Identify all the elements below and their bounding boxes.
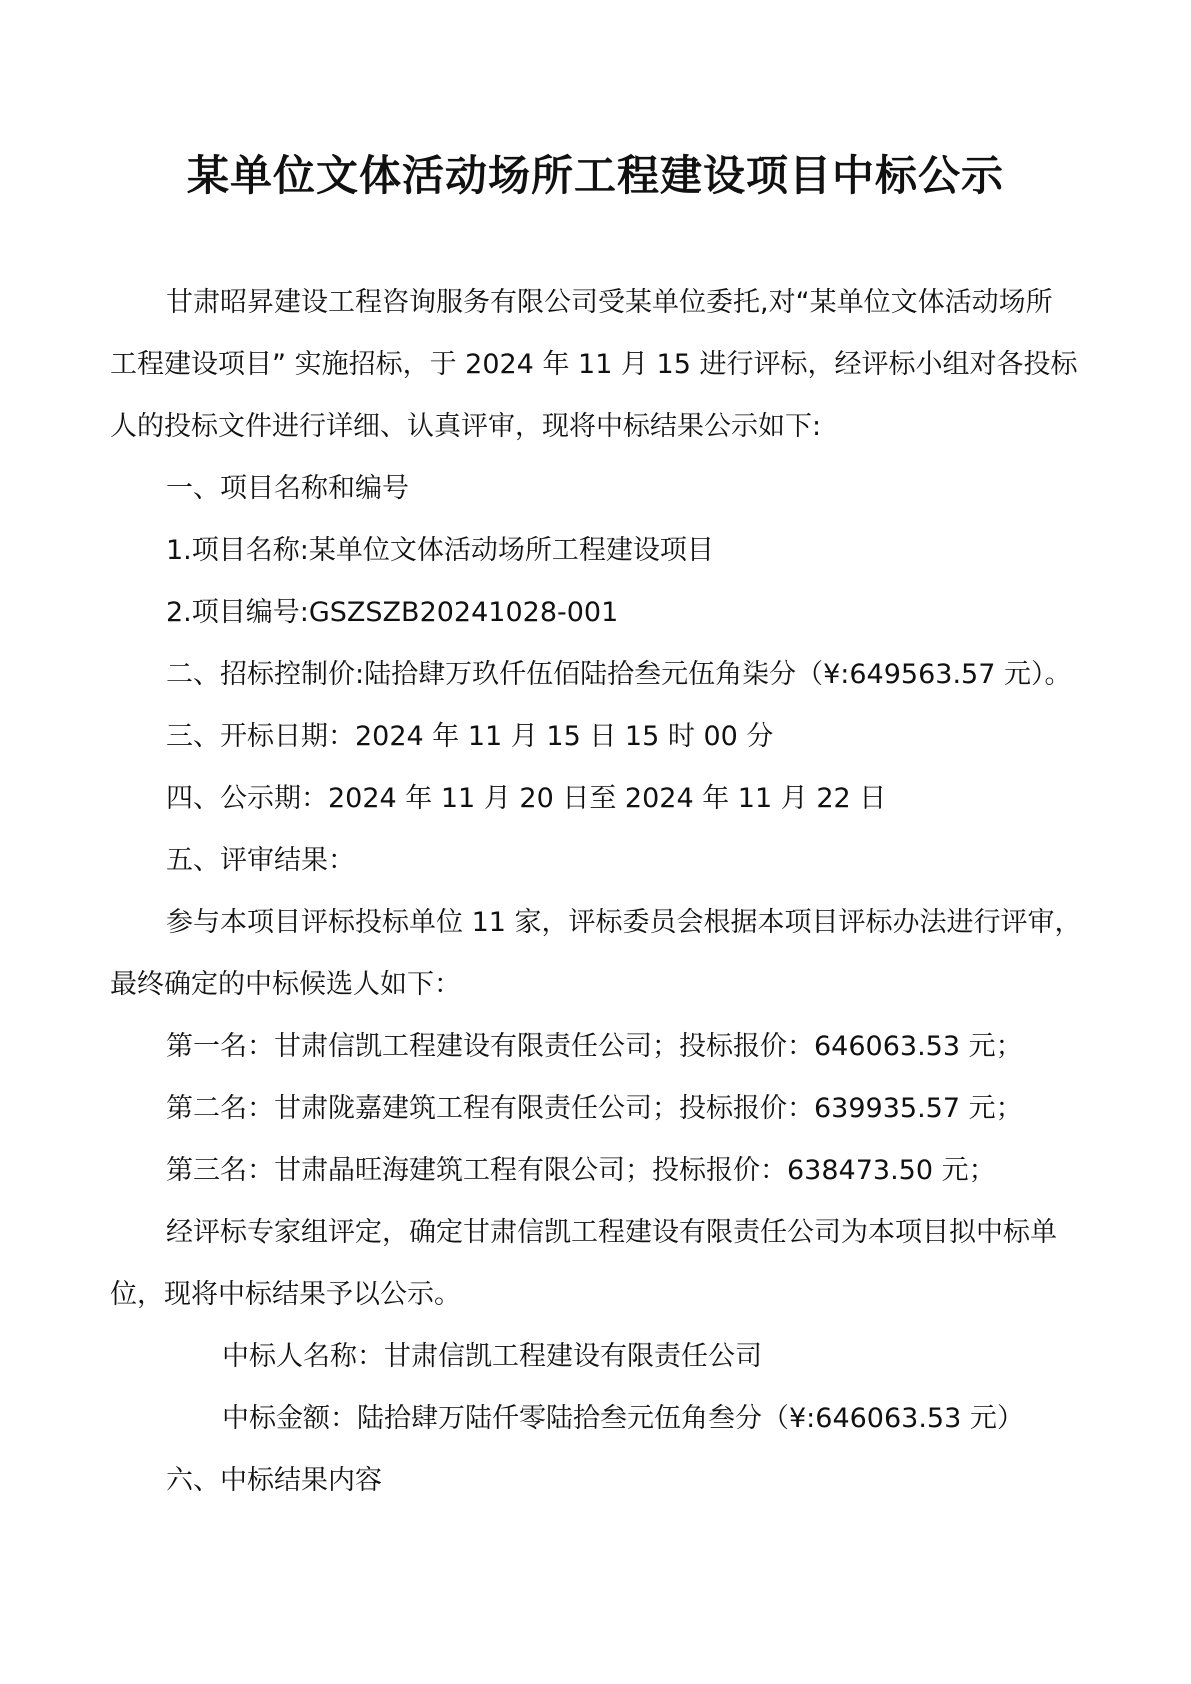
paragraph xyxy=(110,1202,1090,1326)
text-line: 第一名：甘肃信凯工程建设有限责任公司；投标报价：646063.53 元； xyxy=(166,1031,1023,1062)
document-body xyxy=(110,272,1090,1512)
text-line: 经评标专家组评定，确定甘肃信凯工程建设有限责任公司为本项目拟中标单 xyxy=(166,1217,1057,1248)
text-line: 六、中标结果内容 xyxy=(166,1465,382,1496)
paragraph xyxy=(110,892,1090,1016)
text-line: 甘肃昭昇建设工程咨询服务有限公司受某单位委托,对“某单位文体活动场所 xyxy=(166,287,1053,318)
text-line: 第三名：甘肃晶旺海建筑工程有限公司；投标报价：638473.50 元； xyxy=(166,1155,996,1186)
paragraph xyxy=(110,520,1090,582)
paragraph xyxy=(110,458,1090,520)
text-line: 工程建设项目” 实施招标，于 2024 年 11 月 15 进行评标，经评标小组对各投标 xyxy=(110,349,1078,380)
text-line: 位，现将中标结果予以公示。 xyxy=(110,1279,461,1310)
paragraph xyxy=(110,1078,1090,1140)
paragraph xyxy=(110,1326,1090,1388)
text-line: 中标人名称：甘肃信凯工程建设有限责任公司 xyxy=(222,1341,762,1372)
text-line: 第二名：甘肃陇嘉建筑工程有限责任公司；投标报价：639935.57 元； xyxy=(166,1093,1023,1124)
paragraph xyxy=(110,1450,1090,1512)
text-line: 2.项目编号:GSZSZB20241028-001 xyxy=(166,597,619,628)
paragraph xyxy=(110,1388,1090,1450)
text-line: 参与本项目评标投标单位 11 家，评标委员会根据本项目评标办法进行评审， xyxy=(166,907,1082,938)
paragraph xyxy=(110,768,1090,830)
text-line: 人的投标文件进行详细、认真评审，现将中标结果公示如下: xyxy=(110,411,822,442)
text-line: 最终确定的中标候选人如下： xyxy=(110,969,461,1000)
paragraph xyxy=(110,582,1090,644)
text-line: 二、招标控制价:陆拾肆万玖仟伍佰陆拾叁元伍角柒分（¥:649563.57 元）。 xyxy=(166,659,1072,690)
document-title: 某单位文体活动场所工程建设项目中标公示 xyxy=(186,151,1004,200)
paragraph xyxy=(110,272,1090,458)
paragraph xyxy=(110,1016,1090,1078)
text-line: 1.项目名称:某单位文体活动场所工程建设项目 xyxy=(166,535,714,566)
text-line: 一、项目名称和编号 xyxy=(166,473,409,504)
text-line: 三、开标日期：2024 年 11 月 15 日 15 时 00 分 xyxy=(166,721,774,752)
text-line: 中标金额：陆拾肆万陆仟零陆拾叁元伍角叁分（¥:646063.53 元） xyxy=(222,1403,1024,1434)
text-line: 五、评审结果： xyxy=(166,845,355,876)
paragraph xyxy=(110,644,1090,706)
paragraph xyxy=(110,706,1090,768)
paragraph xyxy=(110,1140,1090,1202)
text-line: 四、公示期：2024 年 11 月 20 日至 2024 年 11 月 22 日 xyxy=(166,783,887,814)
paragraph xyxy=(110,830,1090,892)
